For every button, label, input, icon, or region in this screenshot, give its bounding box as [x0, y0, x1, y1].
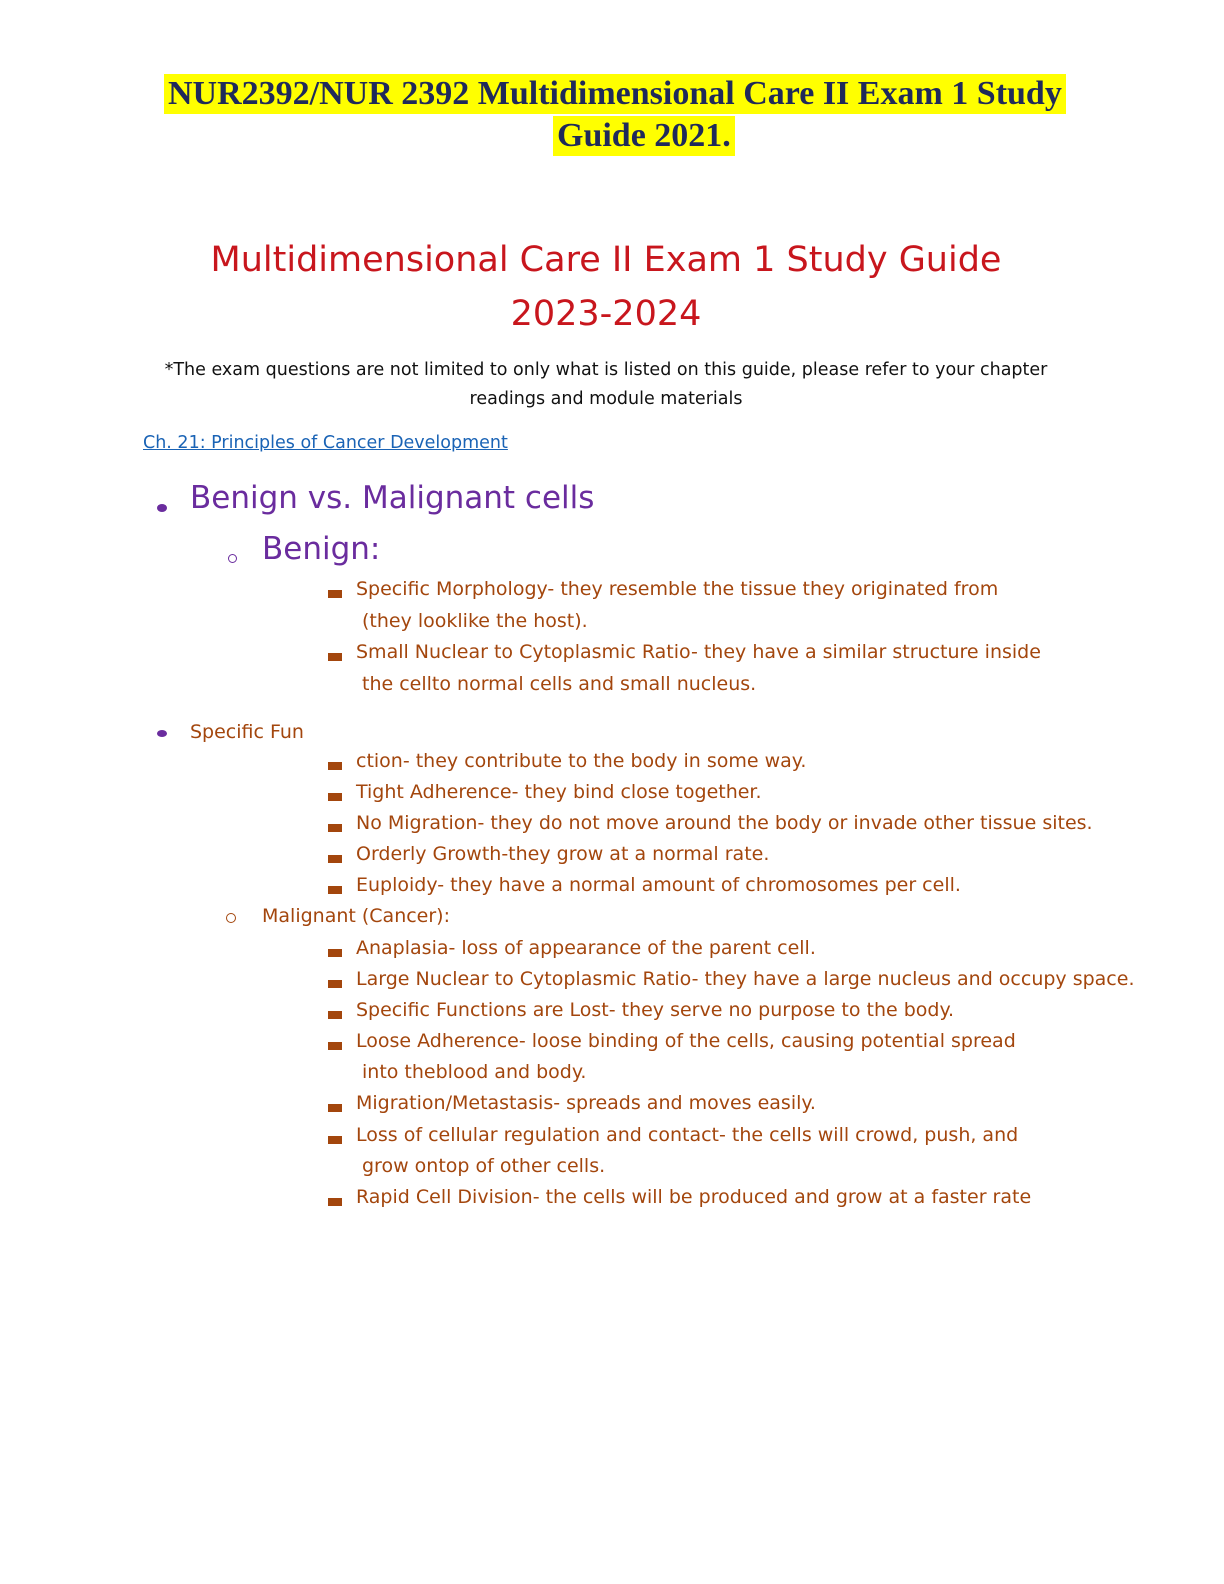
list-item: Large Nuclear to Cytoplasmic Ratio- they have a large nucleus and occupy space.	[356, 968, 1135, 990]
bullet-circle-icon	[226, 913, 236, 923]
bullet-square-icon	[328, 1136, 342, 1144]
benign-heading: Benign:	[262, 531, 381, 567]
list-item-continuation: (they looklike the host).	[362, 610, 588, 632]
list-item: Specific Functions are Lost- they serve no purpose to the body.	[356, 999, 955, 1021]
list-item: Specific Morphology- they resemble the tissue they originated from	[356, 578, 999, 600]
bullet-square-icon	[328, 949, 342, 957]
header-line-1: NUR2392/NUR 2392 Multidimensional Care II Exam 1 Study	[164, 74, 1066, 114]
bullet-square-icon	[328, 886, 342, 894]
chapter-link[interactable]: Ch. 21: Principles of Cancer Development	[143, 433, 508, 453]
malignant-heading: Malignant (Cancer):	[262, 905, 450, 927]
list-item-continuation: the cellto normal cells and small nucleus.	[362, 673, 757, 695]
list-item: Anaplasia- loss of appearance of the parent cell.	[356, 937, 816, 959]
list-item: Orderly Growth-they grow at a normal rate.	[356, 843, 770, 865]
bullet-square-icon	[328, 1042, 342, 1050]
list-item: ction- they contribute to the body in some way.	[356, 750, 807, 772]
bullet-dot-icon	[157, 730, 167, 737]
bullet-square-icon	[328, 1198, 342, 1206]
title-line-2: 2023-2024	[510, 294, 702, 334]
bullet-dot-icon	[157, 504, 167, 512]
list-item: Small Nuclear to Cytoplasmic Ratio- they have a similar structure inside	[356, 641, 1041, 663]
list-item: Loose Adherence- loose binding of the cells, causing potential spread	[356, 1030, 1016, 1052]
list-item: Rapid Cell Division- the cells will be produced and grow at a faster rate	[356, 1186, 1032, 1208]
list-item: Tight Adherence- they bind close together.	[356, 781, 762, 803]
list-item-continuation: into theblood and body.	[362, 1061, 587, 1083]
list-item: No Migration- they do not move around the body or invade other tissue sites.	[356, 812, 1093, 834]
bullet-square-icon	[328, 653, 342, 661]
bullet-circle-icon	[228, 554, 237, 563]
note-line-1: *The exam questions are not limited to only what is listed on this guide, please refer to your chapter	[164, 360, 1048, 380]
bullet-square-icon	[328, 590, 342, 598]
bullet-square-icon	[328, 1011, 342, 1019]
section-heading-benign-vs-malignant: Benign vs. Malignant cells	[190, 480, 595, 516]
bullet-square-icon	[328, 980, 342, 988]
title-line-1: Multidimensional Care II Exam 1 Study Guide	[210, 240, 1002, 280]
list-item: Loss of cellular regulation and contact- the cells will crowd, push, and	[356, 1124, 1019, 1146]
bullet-square-icon	[328, 855, 342, 863]
bullet-square-icon	[328, 1104, 342, 1112]
bullet-square-icon	[328, 824, 342, 832]
list-item: Euploidy- they have a normal amount of chromosomes per cell.	[356, 874, 961, 896]
header-line-2: Guide 2021.	[553, 116, 735, 156]
list-item-continuation: grow ontop of other cells.	[362, 1155, 606, 1177]
bullet-square-icon	[328, 793, 342, 801]
note-line-2: readings and module materials	[469, 389, 743, 409]
section-heading-specific-fun: Specific Fun	[190, 721, 304, 743]
bullet-square-icon	[328, 762, 342, 770]
list-item: Migration/Metastasis- spreads and moves easily.	[356, 1092, 816, 1114]
